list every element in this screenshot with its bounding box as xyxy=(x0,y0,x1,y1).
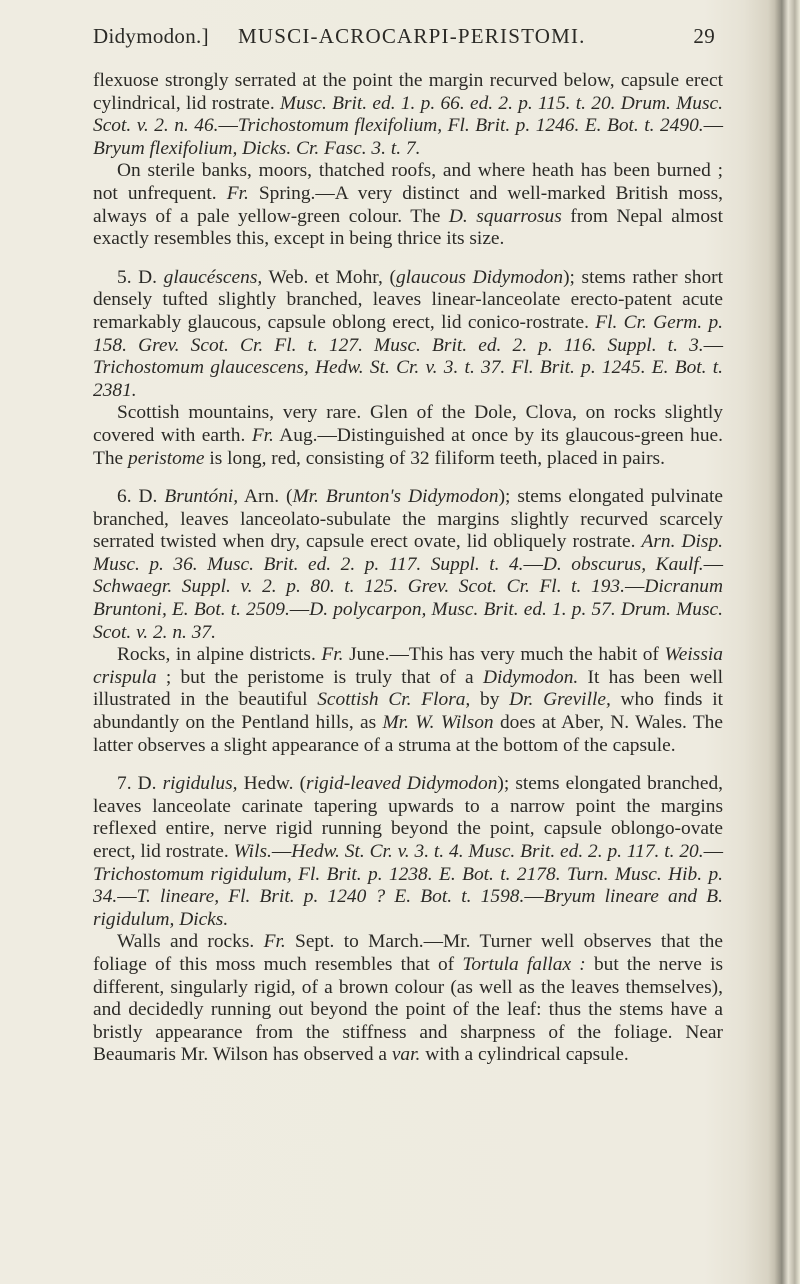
body-text xyxy=(93,70,723,1067)
page-number: 29 xyxy=(693,24,715,48)
entry-5-habitat: Scottish mountains, very rare. Glen of the Dole, Clova, on rocks slightly covered with earth. Fr. Aug.—Distinguished at once by its glaucous-green hue. The peristome is long, red, consisting of 32 filiform teeth, placed in pairs. xyxy=(93,402,723,469)
entry-4-continuation: flexuose strongly serrated at the point the margin recurved below, capsule erect cylindrical, lid rostrate. Musc. Brit. ed. 1. p. 66. ed. 2. p. 115. t. 20. Drum. Musc. Scot. v. 2. n. 46.—Trichostomum flexifolium, Fl. Brit. p. 1246. E. Bot. t. 2490.—Bryum flexifolium, Dicks. Cr. Fasc. 3. t. 7. xyxy=(93,70,723,159)
page-edge-shadow xyxy=(774,0,800,1284)
header-genus: Didymodon.] xyxy=(93,24,209,48)
entry-5-glaucescens: 5. D. glaucéscens, Web. et Mohr, (glaucous Didymodon); stems rather short densely tufted slightly branched, leaves linear-lanceolate erecto-patent acute remarkably glaucous, capsule oblong erect, lid conico-rostrate. Fl. Cr. Germ. p. 158. Grev. Scot. Cr. Fl. t. 127. Musc. Brit. ed. 2. p. 116. Suppl. t. 3.—Trichostomum glaucescens, Hedw. St. Cr. v. 3. t. 37. Fl. Brit. p. 1245. E. Bot. t. 2381. xyxy=(93,266,724,401)
header-section-title: MUSCI-ACROCARPI-PERISTOMI. xyxy=(238,24,586,48)
entry-4-habitat: On sterile banks, moors, thatched roofs, and where heath has been burned ; not unfrequent. Fr. Spring.—A very distinct and well-marked British moss, always of a pale yellow-green colour. The D. squarrosus from Nepal almost exactly resembles this, except in being thrice its size. xyxy=(93,160,723,250)
entry-6-bruntoni: 6. D. Bruntóni, Arn. (Mr. Brunton's Didymodon); stems elongated pulvinate branched, leaves lanceolato-subulate the margins slightly recurved scarcely serrated twisted when dry, capsule erect ovate, lid obliquely rostrate. Arn. Disp. Musc. p. 36. Musc. Brit. ed. 2. p. 117. Suppl. t. 4.—D. obscurus, Kaulf.—Schwaegr. Suppl. v. 2. p. 80. t. 125. Grev. Scot. Cr. Fl. t. 193.—Dicranum Bruntoni, E. Bot. t. 2509.—D. polycarpon, Musc. Brit. ed. 1. p. 57. Drum. Musc. Scot. v. 2. n. 37. xyxy=(93,486,724,643)
running-header xyxy=(93,24,715,52)
entry-7-rigidulus: 7. D. rigidulus, Hedw. (rigid-leaved Didymodon); stems elongated branched, leaves lanceolate carinate tapering upwards to a narrow point the margins reflexed entire, nerve rigid running beyond the point, capsule oblongo-ovate erect, lid rostrate. Wils.—Hedw. St. Cr. v. 3. t. 4. Musc. Brit. ed. 2. p. 117. t. 20.—Trichostomum rigidulum, Fl. Brit. p. 1238. E. Bot. t. 2178. Turn. Musc. Hib. p. 34.—T. lineare, Fl. Brit. p. 1240 ? E. Bot. t. 1598.—Bryum lineare and B. rigidulum, Dicks. xyxy=(93,773,723,930)
entry-7-habitat: Walls and rocks. Fr. Sept. to March.—Mr. Turner well observes that the foliage of this moss much resembles that of Tortula fallax : but the nerve is different, singularly rigid, of a brown colour (as well as the leaves themselves), and decidedly running out beyond the point of the leaf: thus the stems have a bristly appearance from the stiffness and sharpness of the foliage. Near Beaumaris Mr. Wilson has observed a var. with a cylindrical capsule. xyxy=(93,931,724,1066)
entry-6-habitat: Rocks, in alpine districts. Fr. June.—This has very much the habit of Weissia crispula ; but the peristome is truly that of a Didymodon. It has been well illustrated in the beautiful Scottish Cr. Flora, by Dr. Greville, who finds it abundantly on the Pentland hills, as Mr. W. Wilson does at Aber, N. Wales. The latter observes a slight appearance of a struma at the bottom of the capsule. xyxy=(93,644,724,756)
